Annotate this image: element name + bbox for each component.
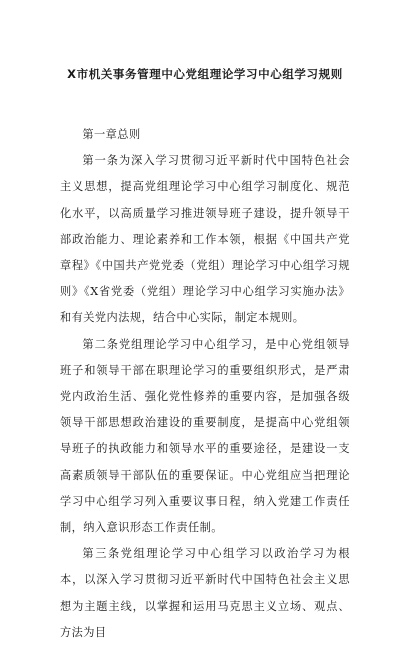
document-title: X市机关事务管理中心党组理论学习中心组学习规则 — [67, 67, 343, 81]
article-3-paragraph: 第三条党组理论学习中心组学习以政治学习为根本，以深入学习贯彻习近平新时代中国特色社会主义思想为主题主线，以掌握和运用马克思主义立场、观点、方法为目 — [60, 547, 350, 639]
article-2-paragraph: 第二条党组理论学习中心组学习，是中心党组领导班子和领导干部在职理论学习的重要组织形式，是严肃党内政治生活、强化党性修养的重要内容，是加强各级领导干部思想政治建设的重要制度，是提高中心党组领导班子的执政能力和领导水平的重要途径，是建设一支高素质领导干部队伍的重要保证。中心党组应当把理论学习中心组学习列入重要议事日程，纳入党建工作责任制，纳入意识形态工作责任制。 — [60, 337, 350, 535]
document-body — [60, 122, 350, 646]
chapter-heading: 第一章总则 — [82, 128, 141, 141]
article-1-paragraph: 第一条为深入学习贯彻习近平新时代中国特色社会主义思想，提高党组理论学习中心组学习制度化、规范化水平，以高质量学习推进领导班子建设，提升领导干部政治能力、理论素养和工作本领，根据《中国共产党章程》《中国共产党党委（党组）理论学习中心组学习规则》《X省党委（党组）理论学习中心组学习实施办法》和有关党内法规，结合中心实际，制定本规则。 — [60, 154, 350, 325]
